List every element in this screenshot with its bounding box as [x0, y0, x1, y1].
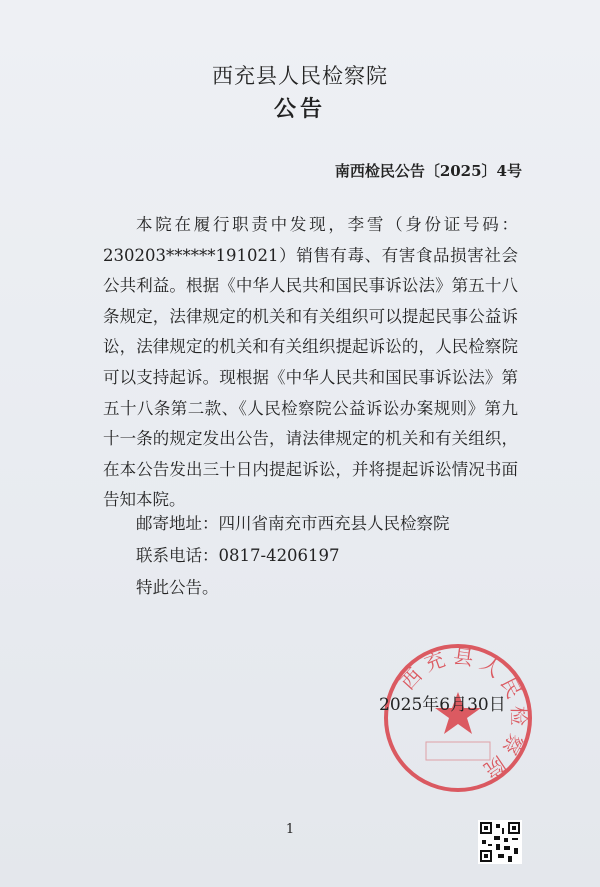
seal-text: 西充县人民检察院	[395, 643, 532, 786]
closing-line: 特此公告。	[136, 578, 219, 597]
phone-number: 联系电话：0817-4206197	[136, 546, 340, 565]
official-seal-stamp	[382, 642, 534, 794]
mail-address: 邮寄地址：四川省南充市西充县人民检察院	[136, 514, 450, 533]
issuing-organization: 西充县人民检察院	[212, 64, 388, 88]
qr-code-icon	[478, 820, 522, 864]
main-paragraph: 本院在履行职责中发现，李雪（身份证号码：230203******191021）销售有毒、有害食品损害社会公共利益。根据《中华人民共和国民事诉讼法》第五十八条规定，法律规定的机关和有关组织可以提起民事公益诉讼，法律规定的机关和有关组织提起诉讼的，人民检察院可以支持起诉。现根据《中华人民共和国民事诉讼法》第五十八条第二款、《人民检察院公益诉讼办案规则》第九十一条的规定发出公告，请法律规定的机关和有关组织，在本公告发出三十日内提起诉讼，并将提起诉讼情况书面告知本院。	[103, 215, 518, 510]
page-number: 1	[285, 822, 295, 837]
document-title: 公告	[273, 96, 326, 122]
document-number: 南西检民公告〔2025〕4号	[334, 162, 522, 180]
announcement-body	[103, 210, 518, 516]
contact-block	[103, 508, 450, 604]
issue-date: 2025年6月30日	[379, 695, 506, 715]
